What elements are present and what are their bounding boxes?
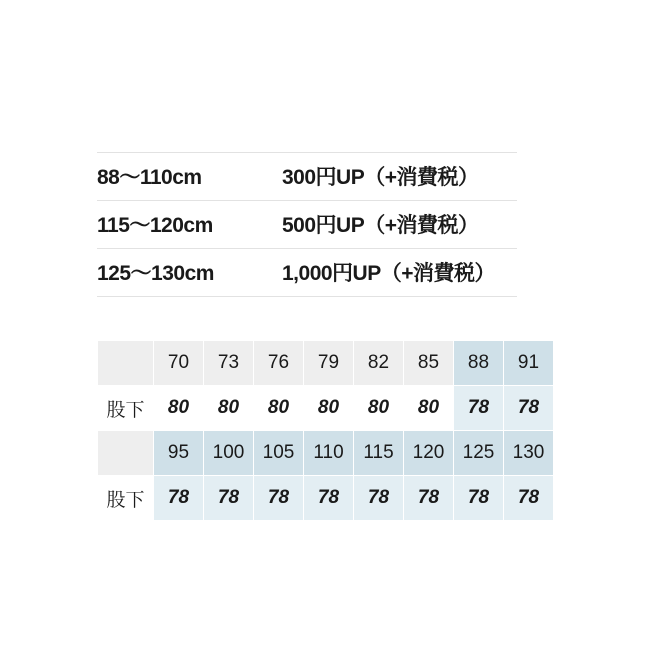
- waist-header-cell: 125: [454, 431, 504, 476]
- inseam-value-cell: 78: [204, 476, 254, 521]
- waist-header-cell: 105: [254, 431, 304, 476]
- waist-header-cell: 115: [354, 431, 404, 476]
- price-row-amount: 300円UP（+消費税）: [282, 166, 479, 189]
- inseam-value-cell: 78: [504, 386, 554, 431]
- price-row-size: 115〜120cm: [97, 214, 213, 237]
- waist-header-cell: 76: [254, 341, 304, 386]
- price-row-amount: 500円UP（+消費税）: [282, 214, 479, 237]
- inseam-value-cell: 80: [304, 386, 354, 431]
- table-row: [97, 249, 517, 297]
- waist-header-cell: 91: [504, 341, 554, 386]
- inseam-value-cell: 78: [404, 476, 454, 521]
- inseam-value-cell: 80: [254, 386, 304, 431]
- inseam-row-label: 股下: [98, 476, 154, 521]
- inseam-value-cell: 78: [354, 476, 404, 521]
- table-row: [97, 201, 517, 249]
- inseam-value-cell: 80: [354, 386, 404, 431]
- inseam-value-cell: 78: [154, 476, 204, 521]
- waist-header-cell: 130: [504, 431, 554, 476]
- price-row-amount: 1,000円UP（+消費税）: [282, 262, 495, 285]
- waist-header-cell: 110: [304, 431, 354, 476]
- price-row-size: 88〜110cm: [97, 166, 202, 189]
- inseam-value-cell: 80: [404, 386, 454, 431]
- price-upcharge-table: [97, 152, 517, 297]
- waist-header-cell: 100: [204, 431, 254, 476]
- inseam-value-cell: 80: [154, 386, 204, 431]
- inseam-value-cell: 80: [204, 386, 254, 431]
- table-row-inseam-1: [98, 386, 554, 431]
- inseam-value-cell: 78: [304, 476, 354, 521]
- inseam-value-cell: 78: [454, 476, 504, 521]
- waist-header-cell: 95: [154, 431, 204, 476]
- waist-header-cell: 70: [154, 341, 204, 386]
- inseam-value-cell: 78: [254, 476, 304, 521]
- inseam-row-label: 股下: [98, 386, 154, 431]
- table-corner-cell: [98, 431, 154, 476]
- waist-header-cell: 73: [204, 341, 254, 386]
- waist-header-cell: 88: [454, 341, 504, 386]
- table-row-waist-header-1: [98, 341, 554, 386]
- inseam-size-table: [97, 340, 554, 521]
- inseam-value-cell: 78: [454, 386, 504, 431]
- waist-header-cell: 79: [304, 341, 354, 386]
- waist-header-cell: 85: [404, 341, 454, 386]
- waist-header-cell: 120: [404, 431, 454, 476]
- waist-header-cell: 82: [354, 341, 404, 386]
- price-row-size: 125〜130cm: [97, 262, 214, 285]
- table-row-waist-header-2: [98, 431, 554, 476]
- table-corner-cell: [98, 341, 154, 386]
- inseam-value-cell: 78: [504, 476, 554, 521]
- table-row: [97, 153, 517, 201]
- table-row-inseam-2: [98, 476, 554, 521]
